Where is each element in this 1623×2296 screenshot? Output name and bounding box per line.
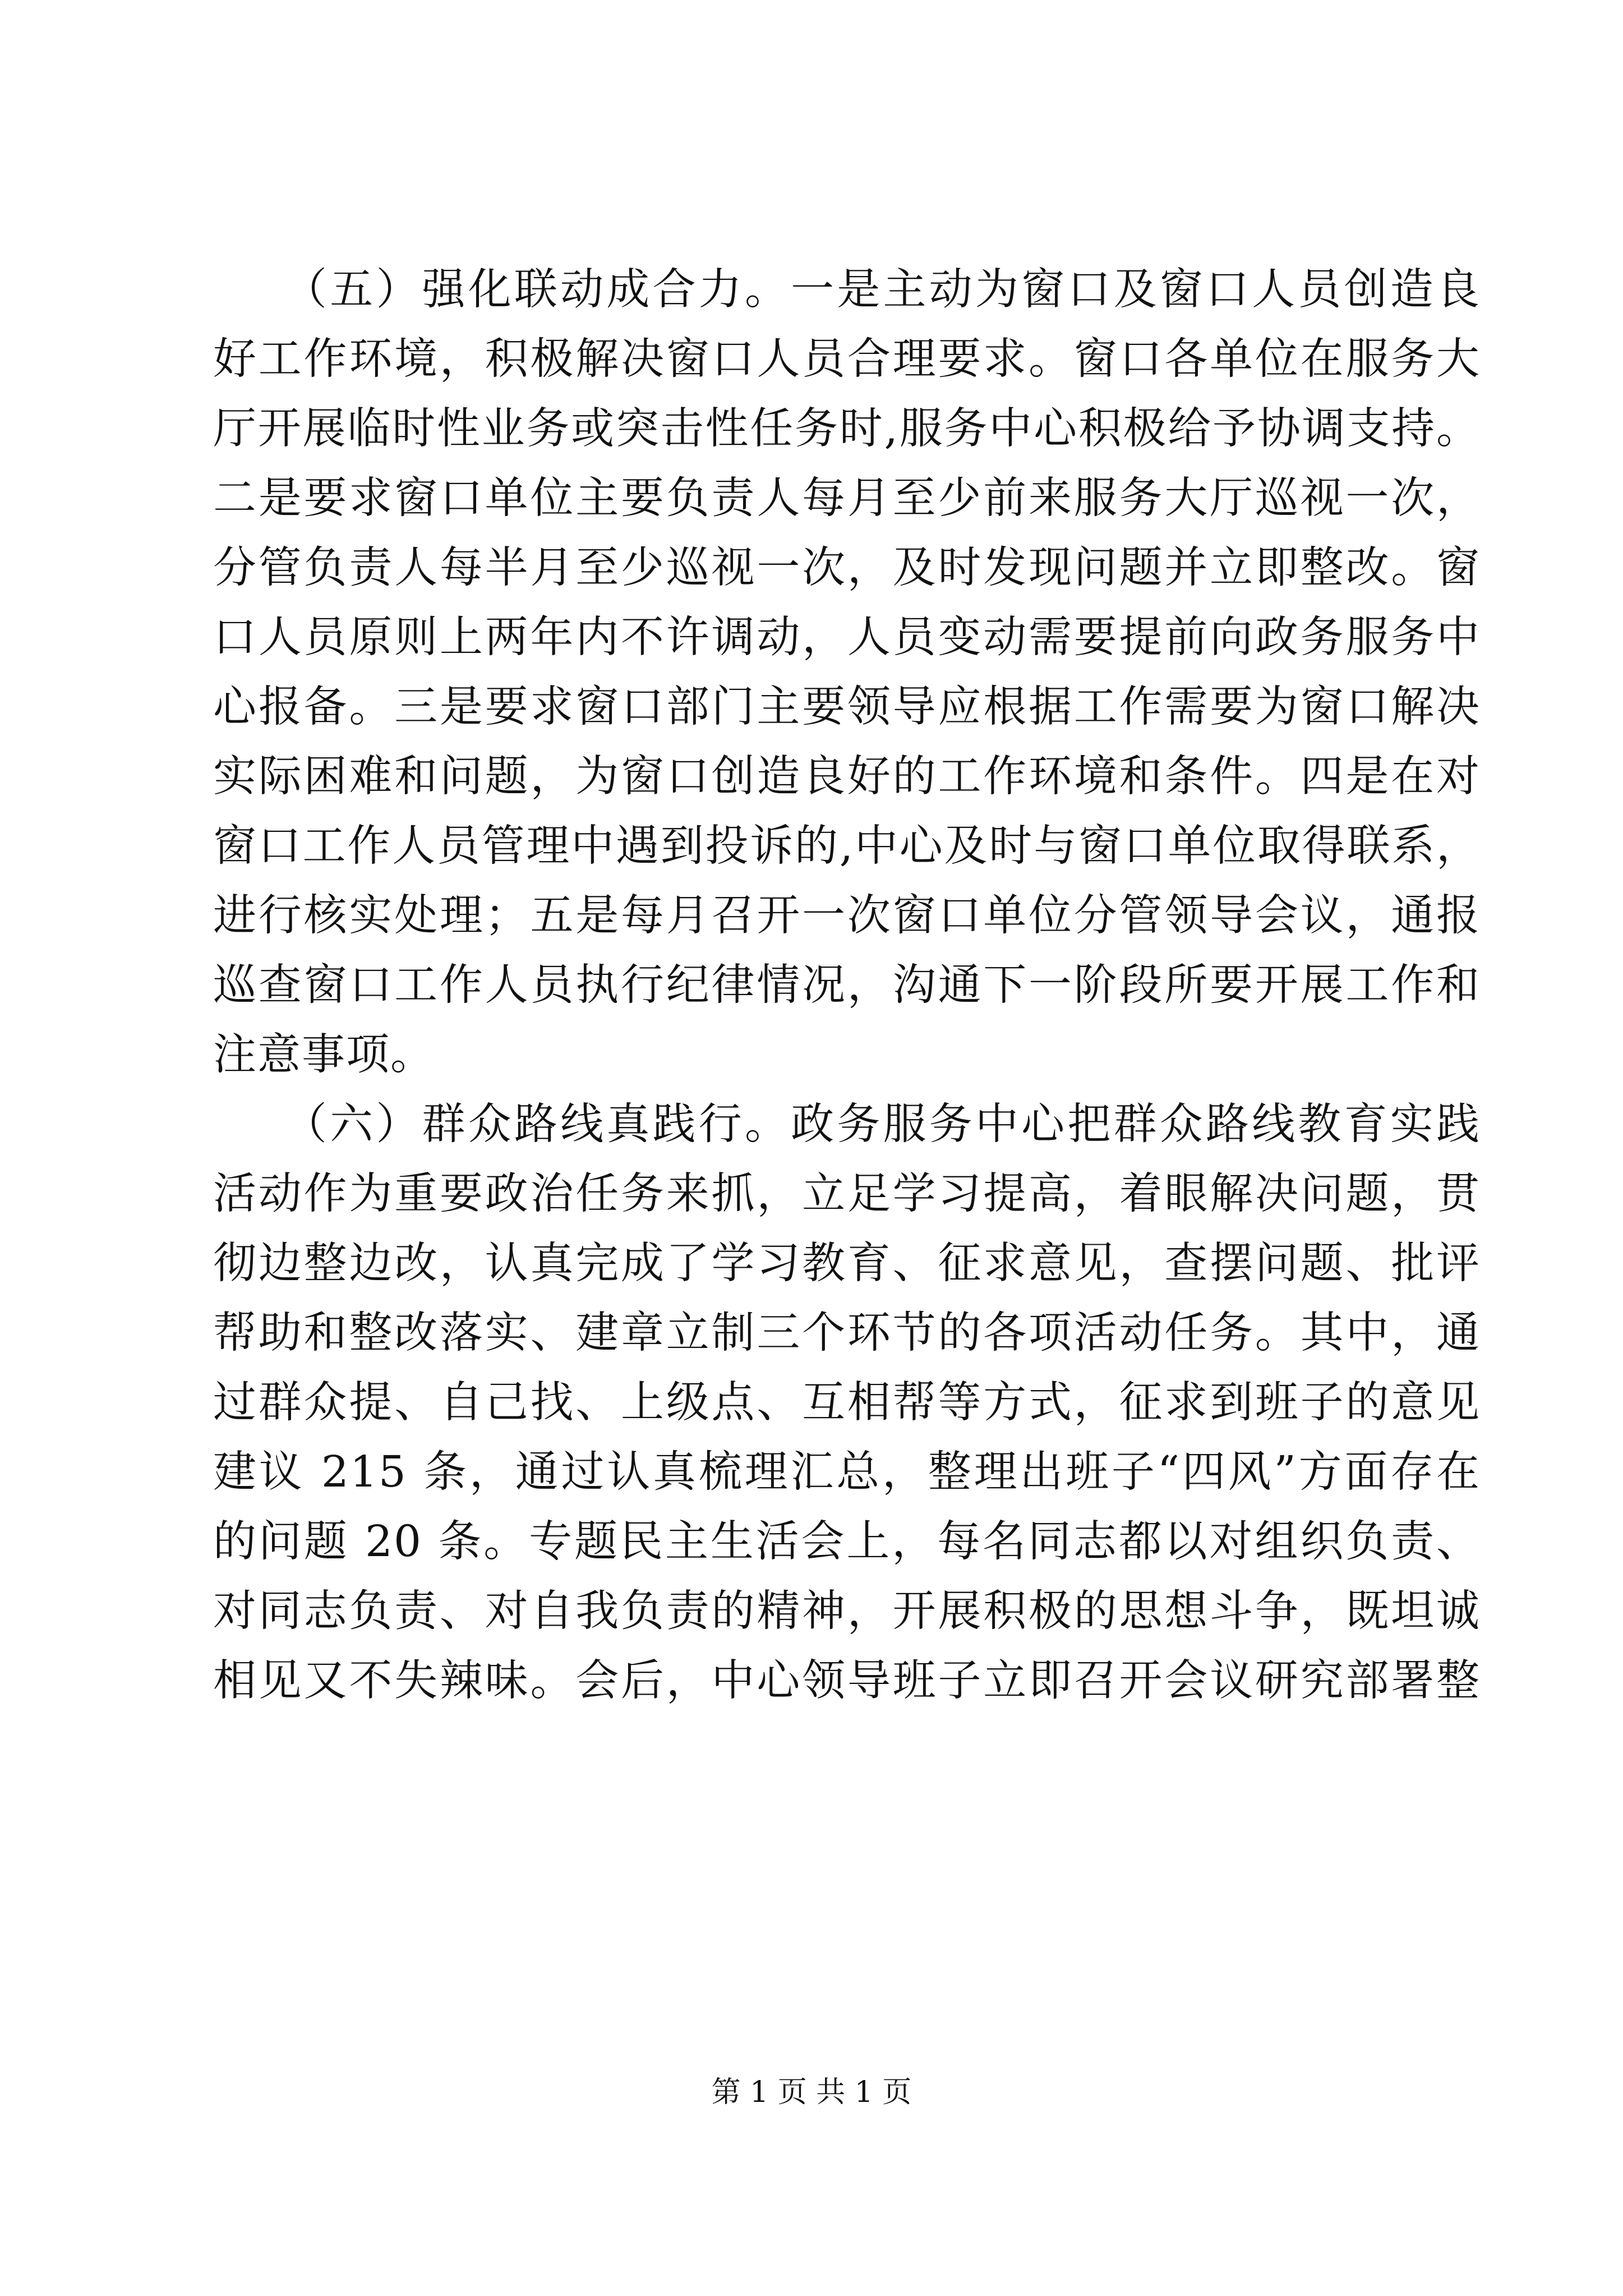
text-line: 实际困难和问题，为窗口创造良好的工作环境和条件。四是在对 <box>213 752 1481 802</box>
text-line: 窗口工作人员管理中遇到投诉的,中心及时与窗口单位取得联系， <box>213 821 1481 871</box>
text-line: （五）强化联动成合力。一是主动为窗口及窗口人员创造良 <box>213 265 1481 315</box>
document-body <box>213 255 1481 1716</box>
text-line: 活动作为重要政治任务来抓，立足学习提高，着眼解决问题，贯 <box>213 1169 1481 1219</box>
text-line: 彻边整边改，认真完成了学习教育、征求意见，查摆问题、批评 <box>213 1239 1481 1289</box>
text-line: 注意事项。 <box>213 1030 435 1080</box>
page-footer <box>0 2076 1623 2109</box>
text-line: 的问题 20 条。专题民主生活会上，每名同志都以对组织负责、 <box>213 1517 1481 1567</box>
page-number-label: 第 1 页 共 1 页 <box>711 2076 912 2109</box>
text-line: 帮助和整改落实、建章立制三个环节的各项活动任务。其中，通 <box>213 1308 1481 1358</box>
text-line: 巡查窗口工作人员执行纪律情况，沟通下一阶段所要开展工作和 <box>213 960 1481 1010</box>
text-line: （六）群众路线真践行。政务服务中心把群众路线教育实践 <box>213 1099 1481 1149</box>
text-line: 进行核实处理；五是每月召开一次窗口单位分管领导会议，通报 <box>213 891 1481 941</box>
text-line: 好工作环境，积极解决窗口人员合理要求。窗口各单位在服务大 <box>213 334 1481 384</box>
text-line: 建议 215 条，通过认真梳理汇总，整理出班子“四风”方面存在 <box>213 1447 1481 1497</box>
text-line: 相见又不失辣味。会后，中心领导班子立即召开会议研究部署整 <box>213 1656 1481 1706</box>
text-line: 对同志负责、对自我负责的精神，开展积极的思想斗争，既坦诚 <box>213 1586 1481 1636</box>
text-line: 分管负责人每半月至少巡视一次，及时发现问题并立即整改。窗 <box>213 543 1481 593</box>
text-line: 厅开展临时性业务或突击性任务时,服务中心积极给予协调支持。 <box>213 404 1481 454</box>
text-line: 口人员原则上两年内不许调动，人员变动需要提前向政务服务中 <box>213 613 1481 662</box>
text-line: 二是要求窗口单位主要负责人每月至少前来服务大厅巡视一次， <box>213 473 1481 523</box>
text-line: 心报备。三是要求窗口部门主要领导应根据工作需要为窗口解决 <box>213 682 1481 732</box>
text-line: 过群众提、自己找、上级点、互相帮等方式，征求到班子的意见 <box>213 1378 1481 1428</box>
